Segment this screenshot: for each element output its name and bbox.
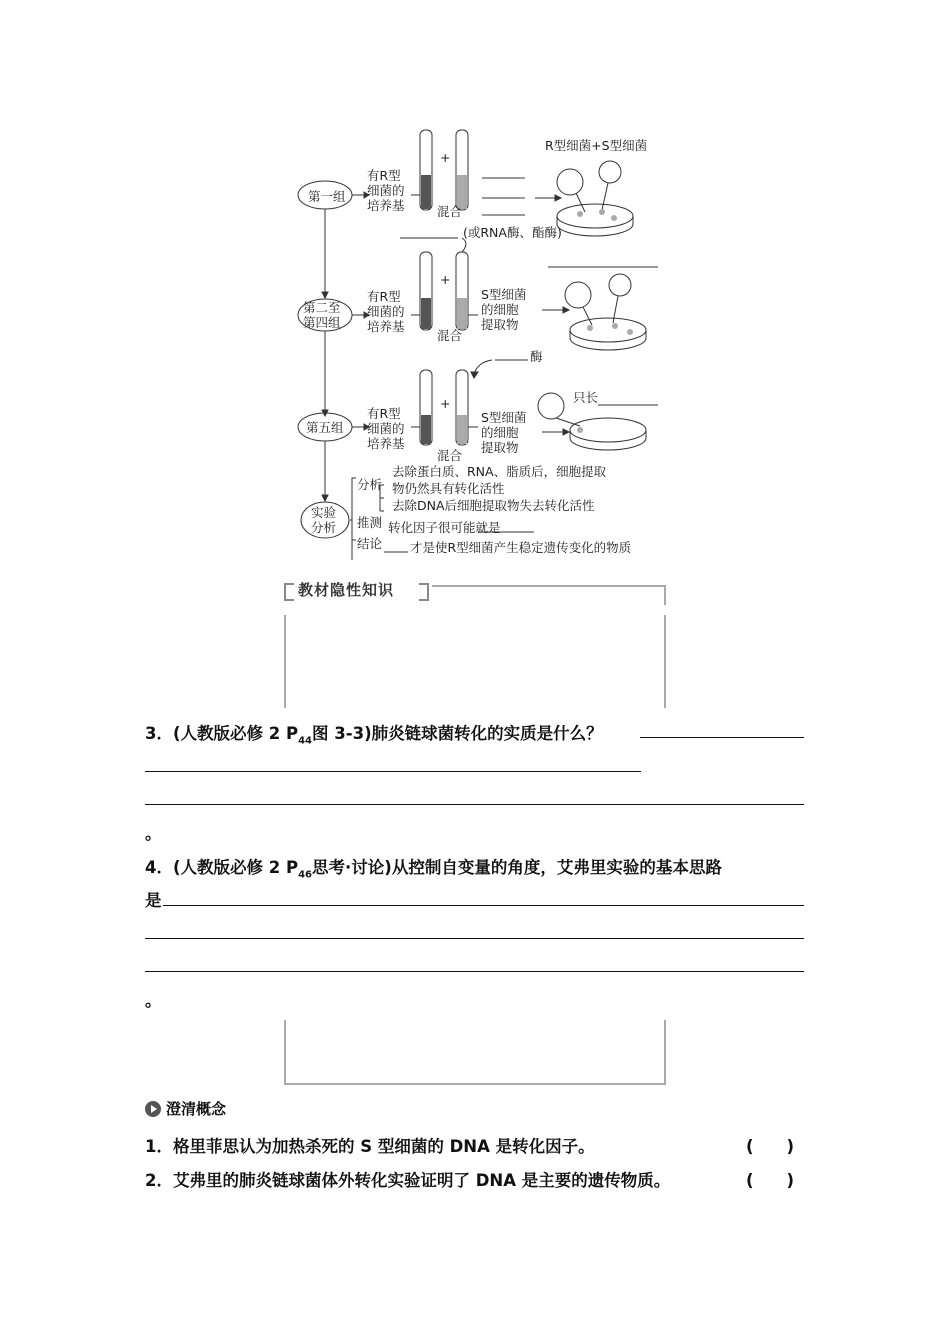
- answer-blank[interactable]: [640, 737, 804, 738]
- item-text: 艾弗里的肺炎链球菌体外转化实验证明了 DNA 是主要的遗传物质。: [172, 1171, 671, 1190]
- answer-blank[interactable]: [145, 971, 804, 972]
- plus-sign: +: [440, 396, 451, 411]
- inference-line: 转化因子很可能就是: [388, 520, 501, 535]
- plus-sign: +: [440, 272, 451, 287]
- node-group-2-4: [303, 300, 341, 330]
- inference-label: 推测: [357, 515, 383, 530]
- frame-bottom-line: [284, 1083, 666, 1085]
- frame-right-tick: [664, 585, 666, 605]
- judge-bracket[interactable]: ( ): [746, 1171, 795, 1190]
- medium-line: 培养基: [367, 436, 405, 451]
- q3-page: 44: [298, 735, 313, 747]
- medium-line: 有R型: [367, 168, 401, 183]
- bracket-right: [419, 583, 429, 601]
- q3-number: 3．: [145, 724, 173, 743]
- mix-label-1: 混合: [437, 204, 463, 219]
- answer-blank[interactable]: [163, 905, 804, 906]
- q3-text: 肺炎链球菌转化的实质是什么？: [371, 724, 603, 743]
- medium-line: 有R型: [367, 289, 401, 304]
- answer-blank[interactable]: [145, 804, 804, 805]
- item-text: 格里菲思认为加热杀死的 S 型细菌的 DNA 是转化因子。: [172, 1137, 595, 1156]
- q4-source-topic: 思考·讨论): [312, 858, 392, 877]
- question-4: [145, 854, 722, 880]
- q3-source-fig: 图 3-3): [312, 724, 372, 743]
- conclusion-label: 结论: [357, 536, 383, 551]
- extract-line: 提取物: [481, 440, 519, 455]
- mix-label-5: 混合: [437, 448, 463, 463]
- q4-line2: 是: [145, 891, 162, 910]
- frame-left-line: [284, 1020, 286, 1084]
- clarify-item-1: [145, 1133, 595, 1157]
- answer-blank[interactable]: [145, 938, 804, 939]
- plus-sign: +: [440, 150, 451, 165]
- extract-line: 的细胞: [481, 302, 519, 317]
- q4-page: 46: [298, 869, 313, 881]
- play-icon: [145, 1101, 161, 1117]
- judge-bracket[interactable]: ( ): [746, 1137, 795, 1156]
- extract-label-2: [481, 287, 526, 332]
- medium-line: 培养基: [367, 198, 405, 213]
- node-analysis: [311, 505, 336, 535]
- frame-right-line: [664, 615, 666, 708]
- q3-source: (人教版必修 2 P: [172, 724, 299, 743]
- frame-left-line: [284, 615, 286, 708]
- node-line: 第二至: [303, 300, 341, 315]
- q3-end: 。: [145, 824, 162, 843]
- analysis-label: 分析: [357, 477, 383, 492]
- q4-source: (人教版必修 2 P: [172, 858, 299, 877]
- frame-right-line: [664, 1020, 666, 1084]
- medium-line: 细菌的: [367, 304, 405, 319]
- node-line: 分析: [311, 520, 337, 535]
- medium-label-1: [367, 168, 405, 213]
- analysis-line-3: 去除DNA后细胞提取物失去转化活性: [392, 498, 595, 513]
- node-group-5: 第五组: [306, 420, 344, 435]
- enzyme-note: (或RNA酶、酯酶): [463, 225, 562, 240]
- clarify-item-2: [145, 1167, 670, 1191]
- medium-line: 细菌的: [367, 183, 405, 198]
- frame-top-line: [432, 585, 665, 587]
- node-group-1: 第一组: [308, 189, 346, 204]
- q4-text: 从控制自变量的角度，艾弗里实验的基本思路: [391, 858, 722, 877]
- node-line: 实验: [311, 505, 337, 520]
- conclusion-line: 才是使R型细菌产生稳定遗传变化的物质: [410, 540, 632, 555]
- extract-line: S型细菌: [481, 410, 527, 425]
- item-number: 2．: [145, 1171, 173, 1190]
- answer-blank[interactable]: [145, 771, 641, 772]
- medium-label-2: [367, 289, 405, 334]
- result-title-1: R型细菌+S型细菌: [545, 138, 648, 153]
- q4-number: 4．: [145, 858, 173, 877]
- analysis-line-1: 去除蛋白质、RNA、脂质后，细胞提取: [392, 464, 607, 479]
- extract-label-5: [481, 410, 526, 455]
- extract-line: S型细菌: [481, 287, 527, 302]
- medium-line: 有R型: [367, 406, 401, 421]
- clarify-title: 澄清概念: [166, 1100, 227, 1118]
- item-number: 1．: [145, 1137, 173, 1156]
- mix-label-2: 混合: [437, 328, 463, 343]
- extract-line: 的细胞: [481, 425, 519, 440]
- enzyme-label-5: 酶: [530, 349, 543, 364]
- medium-line: 细菌的: [367, 421, 405, 436]
- medium-line: 培养基: [367, 319, 405, 334]
- extract-line: 提取物: [481, 317, 519, 332]
- node-line: 第四组: [303, 315, 341, 330]
- medium-label-5: [367, 406, 405, 451]
- analysis-line-2: 物仍然具有转化活性: [392, 481, 505, 496]
- q4-end: 。: [145, 991, 162, 1010]
- bracket-left: [284, 583, 294, 601]
- result-label-5: 只长: [573, 390, 599, 405]
- question-3: [145, 720, 603, 746]
- section-title: 教材隐性知识: [298, 581, 395, 599]
